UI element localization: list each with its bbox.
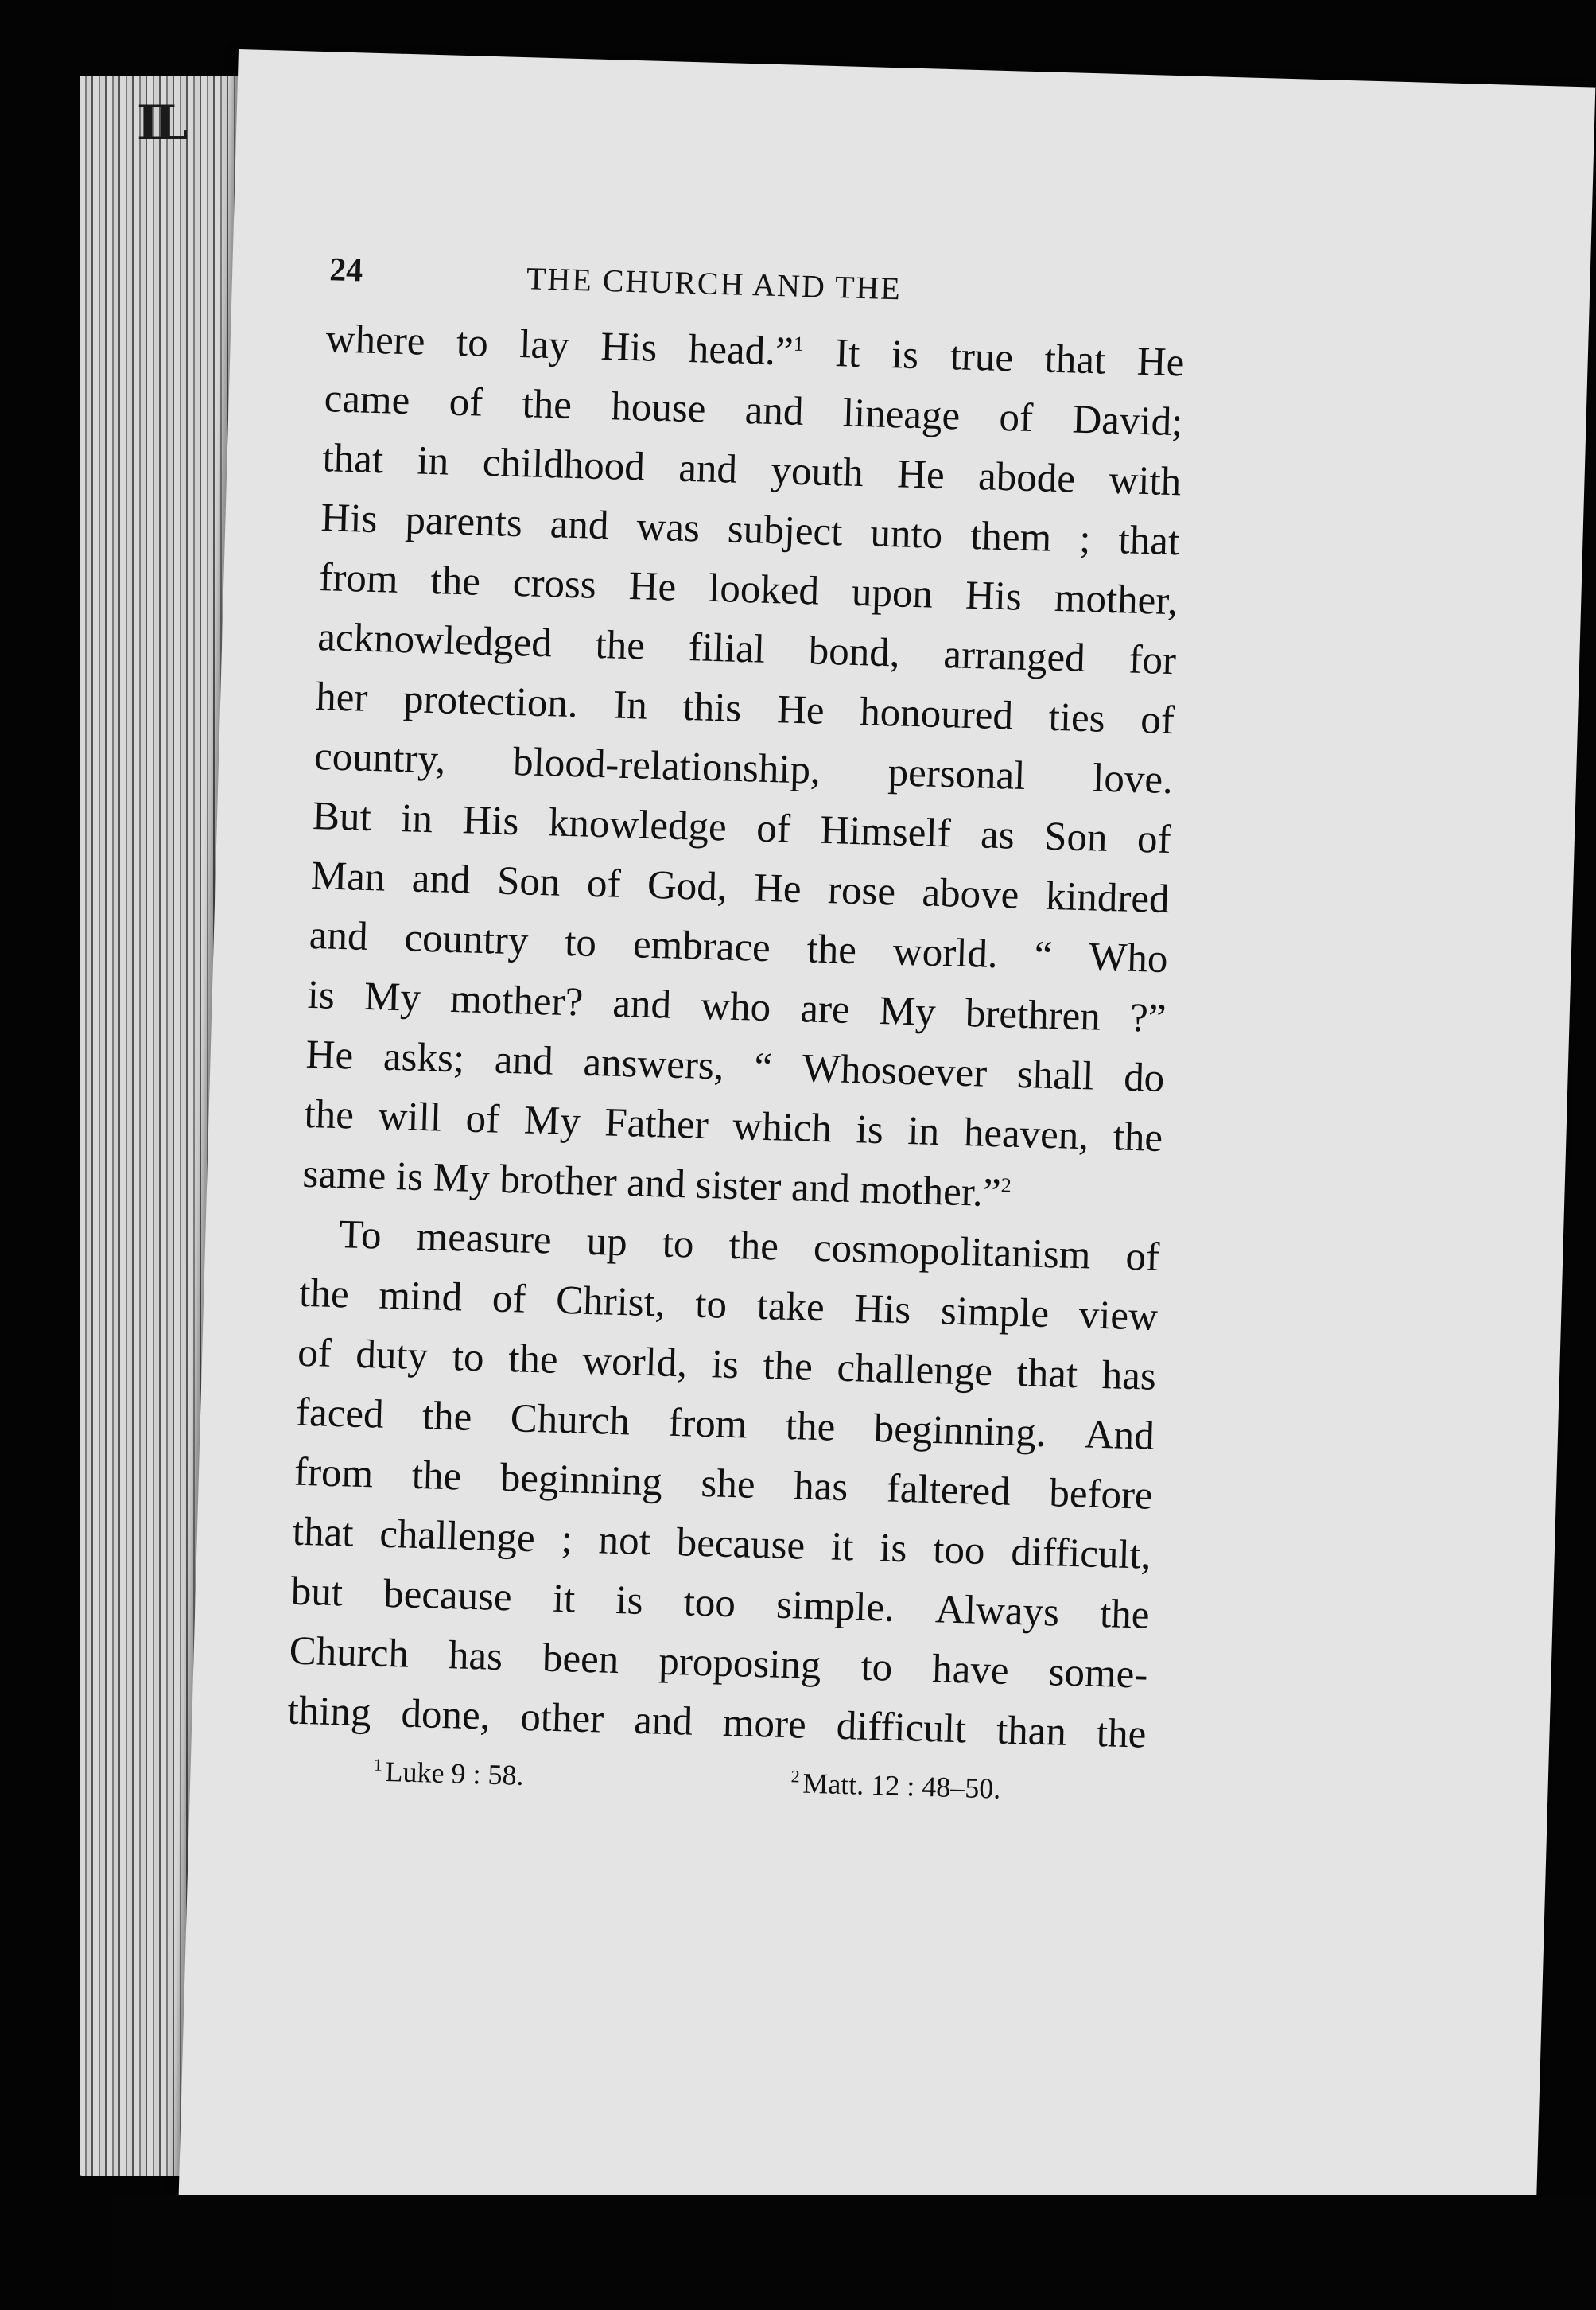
word: Himself <box>819 807 952 857</box>
word: where <box>325 317 426 364</box>
word: done, <box>400 1691 491 1739</box>
word: country <box>403 916 530 964</box>
word: answers, <box>582 1040 725 1089</box>
word: too <box>683 1580 736 1627</box>
footnote-2-mark: 2 <box>790 1766 801 1787</box>
word: is <box>710 1342 740 1388</box>
word: the <box>594 622 646 669</box>
word: came <box>323 376 411 424</box>
word: measure <box>415 1214 553 1263</box>
word: it <box>830 1524 855 1570</box>
word: of <box>297 1330 332 1376</box>
word: acknowledged <box>316 615 553 667</box>
footnote-1-text: Luke 9 : 58. <box>385 1756 525 1791</box>
word: and <box>626 1161 697 1208</box>
word: take <box>756 1283 825 1331</box>
word: mother, <box>1054 575 1179 624</box>
word: from <box>667 1400 748 1448</box>
word: My <box>523 1098 581 1145</box>
word: and <box>633 1698 693 1744</box>
word: He <box>753 865 802 912</box>
word: youth <box>770 448 864 496</box>
word: protection. <box>402 677 579 727</box>
word: was <box>635 504 701 551</box>
word: filial <box>687 625 766 672</box>
word: honoured <box>859 690 1014 739</box>
word: the <box>507 1336 559 1382</box>
word: world, <box>581 1338 688 1386</box>
word: are <box>799 986 851 1032</box>
word: from <box>318 555 399 602</box>
word: “ <box>753 1044 773 1091</box>
word: than <box>996 1708 1067 1755</box>
word: because <box>676 1520 806 1569</box>
body-text <box>287 309 1186 1764</box>
word: asks; <box>382 1034 465 1082</box>
word: He <box>627 563 677 610</box>
word: the <box>1096 1710 1147 1757</box>
word: that <box>1015 1350 1078 1398</box>
word: head.”$^1$ <box>688 326 805 375</box>
word: bond, <box>808 628 901 676</box>
word: He <box>776 687 825 733</box>
word: knowledge <box>548 800 728 850</box>
footnote-2 <box>790 1766 1001 1805</box>
word: God, <box>647 862 728 910</box>
word: and <box>744 387 805 435</box>
word: country, <box>313 734 447 783</box>
word: ties <box>1047 694 1106 741</box>
word: above <box>921 870 1020 918</box>
word: childhood <box>482 440 646 490</box>
word: mother.”$^2$ <box>859 1167 1012 1216</box>
word: mind <box>378 1273 464 1320</box>
word: looked <box>708 566 820 614</box>
word: that <box>321 436 384 483</box>
word: the <box>429 558 481 605</box>
footnote-reference: 2 <box>1000 1173 1012 1197</box>
word: cross <box>512 560 597 608</box>
word: arranged <box>942 632 1086 682</box>
word: My <box>879 988 937 1035</box>
word: Church <box>289 1628 410 1677</box>
word: simple <box>940 1289 1050 1337</box>
word: that <box>292 1509 355 1556</box>
word: have <box>931 1647 1010 1694</box>
word: in <box>907 1109 941 1155</box>
word: subject <box>727 507 844 555</box>
word: parents <box>404 498 523 546</box>
word: personal <box>887 750 1027 799</box>
word: ; <box>560 1517 573 1562</box>
word: to <box>860 1644 893 1690</box>
word: them <box>969 513 1052 561</box>
word: blood-relationship, <box>512 740 821 793</box>
word: and <box>309 912 369 959</box>
word: Always <box>934 1587 1060 1635</box>
word: to <box>452 1335 485 1381</box>
word: to <box>662 1221 695 1267</box>
word: the <box>1099 1592 1151 1638</box>
word: sister <box>694 1162 792 1210</box>
word: unto <box>869 511 943 558</box>
word: but <box>290 1569 344 1616</box>
word: the <box>298 1270 350 1317</box>
word: shall <box>1016 1052 1095 1099</box>
word: To <box>338 1212 382 1258</box>
word: the <box>728 1223 779 1270</box>
word: true <box>949 334 1014 381</box>
word: the <box>521 382 573 428</box>
word: and <box>411 856 472 903</box>
word: His <box>461 798 520 845</box>
word: heaven, <box>963 1110 1089 1159</box>
word: is <box>856 1107 884 1153</box>
word: Father <box>604 1100 709 1149</box>
word: from <box>293 1449 374 1497</box>
word: of <box>586 861 622 907</box>
word: for <box>1128 637 1177 684</box>
running-title: THE CHURCH AND THE <box>526 260 903 307</box>
word: It <box>834 331 861 376</box>
word: with <box>1108 457 1182 505</box>
word: of <box>1140 698 1175 744</box>
word: the <box>303 1091 355 1138</box>
word: is <box>891 332 919 379</box>
word: “ <box>1033 933 1054 979</box>
word: because <box>382 1571 513 1620</box>
word: and <box>790 1165 861 1212</box>
word: upon <box>851 570 934 617</box>
word: house <box>610 384 707 432</box>
word: to <box>564 920 597 966</box>
word: to <box>456 320 489 366</box>
word: same <box>301 1151 397 1200</box>
word: His <box>965 573 1023 620</box>
word: Christ, <box>555 1278 666 1326</box>
word: of <box>998 395 1034 441</box>
word: He <box>896 452 946 498</box>
word: embrace <box>632 922 771 971</box>
word: He <box>1136 339 1186 386</box>
book-page <box>177 49 1595 2268</box>
word: up <box>585 1219 628 1266</box>
word: in <box>400 796 433 842</box>
word: not <box>597 1518 651 1565</box>
word: who <box>700 983 771 1031</box>
word: His <box>853 1286 912 1333</box>
word: He <box>305 1032 354 1079</box>
footnotes <box>285 1752 1145 1824</box>
word: is <box>395 1154 434 1200</box>
word: been <box>542 1635 620 1683</box>
footnote-1-mark: 1 <box>373 1754 383 1775</box>
word: His <box>320 496 379 542</box>
word: it <box>552 1576 577 1622</box>
word: world. <box>892 929 999 978</box>
word: Church <box>510 1396 631 1445</box>
word: difficult, <box>1010 1529 1152 1578</box>
word: And <box>1084 1412 1155 1459</box>
word: of <box>491 1276 527 1322</box>
word: David; <box>1071 397 1184 445</box>
word: the <box>411 1452 463 1499</box>
word: love. <box>1092 756 1174 803</box>
word: to <box>694 1281 728 1328</box>
word: more <box>722 1700 807 1748</box>
word: ; <box>1078 516 1092 562</box>
word: duty <box>355 1332 429 1379</box>
word: will <box>377 1094 442 1141</box>
word: the <box>762 1344 814 1390</box>
word: But <box>312 793 372 841</box>
word: of <box>1136 816 1172 863</box>
word: Whosoever <box>802 1046 988 1096</box>
word: Who <box>1088 935 1169 982</box>
word: that <box>1117 518 1180 565</box>
word: view <box>1078 1293 1159 1340</box>
word: the <box>785 1403 837 1450</box>
margin-mark: IL <box>137 95 184 151</box>
word: simple. <box>775 1582 895 1631</box>
word: Man <box>310 853 386 900</box>
word: lay <box>518 322 570 368</box>
word: has <box>1101 1352 1157 1399</box>
word: is <box>307 972 336 1018</box>
word: kindred <box>1045 873 1171 923</box>
word: of <box>448 379 484 426</box>
scan-bottom-edge <box>111 2195 1596 2310</box>
word: is <box>615 1578 644 1624</box>
word: the <box>1113 1114 1163 1161</box>
word: His <box>600 324 658 371</box>
word: and <box>549 502 610 549</box>
page-content <box>285 251 1187 1823</box>
word: before <box>1048 1471 1154 1519</box>
word: beginning. <box>873 1406 1047 1456</box>
word: abode <box>977 454 1076 502</box>
word: Son <box>1043 814 1109 861</box>
word: do <box>1123 1055 1166 1102</box>
word: has <box>793 1464 849 1511</box>
word: she <box>700 1460 756 1507</box>
footnote-1 <box>373 1755 524 1792</box>
word: In <box>612 682 648 729</box>
word: of <box>755 806 791 852</box>
word: too <box>932 1527 986 1573</box>
word: cosmopolitanism <box>813 1225 1092 1278</box>
word: as <box>980 812 1015 858</box>
word: brother <box>499 1157 628 1206</box>
word: which <box>732 1103 833 1152</box>
word: My <box>433 1155 501 1202</box>
word: has <box>448 1633 503 1680</box>
word: that <box>1043 336 1106 383</box>
footnote-2-text: Matt. 12 : 48–50. <box>802 1767 1001 1805</box>
word: ?” <box>1129 995 1167 1042</box>
word: her <box>315 675 369 721</box>
word: the <box>421 1394 473 1440</box>
word: some- <box>1047 1650 1149 1698</box>
word: is <box>879 1526 908 1572</box>
word: and <box>678 445 738 492</box>
word: My <box>363 974 421 1021</box>
word: rose <box>827 868 896 915</box>
word: thing <box>286 1688 372 1736</box>
word: lineage <box>842 391 961 439</box>
word: this <box>682 684 743 731</box>
word: of <box>1124 1234 1160 1280</box>
word: challenge <box>379 1511 536 1561</box>
word: other <box>519 1694 605 1742</box>
word: Son <box>496 858 561 905</box>
word: and <box>494 1037 554 1084</box>
word: challenge <box>836 1345 993 1395</box>
word: difficult <box>836 1703 967 1752</box>
word: the <box>806 927 857 974</box>
word: proposing <box>658 1639 822 1689</box>
word: brethren <box>965 991 1101 1040</box>
word: beginning <box>499 1455 663 1505</box>
page-number: 24 <box>328 251 363 290</box>
word: faced <box>295 1390 385 1437</box>
footnote-reference: 1 <box>793 332 805 356</box>
word: in <box>416 438 450 484</box>
word: faltered <box>886 1466 1012 1515</box>
word: of <box>464 1096 500 1142</box>
word: and <box>612 981 672 1028</box>
word: mother? <box>449 976 584 1025</box>
